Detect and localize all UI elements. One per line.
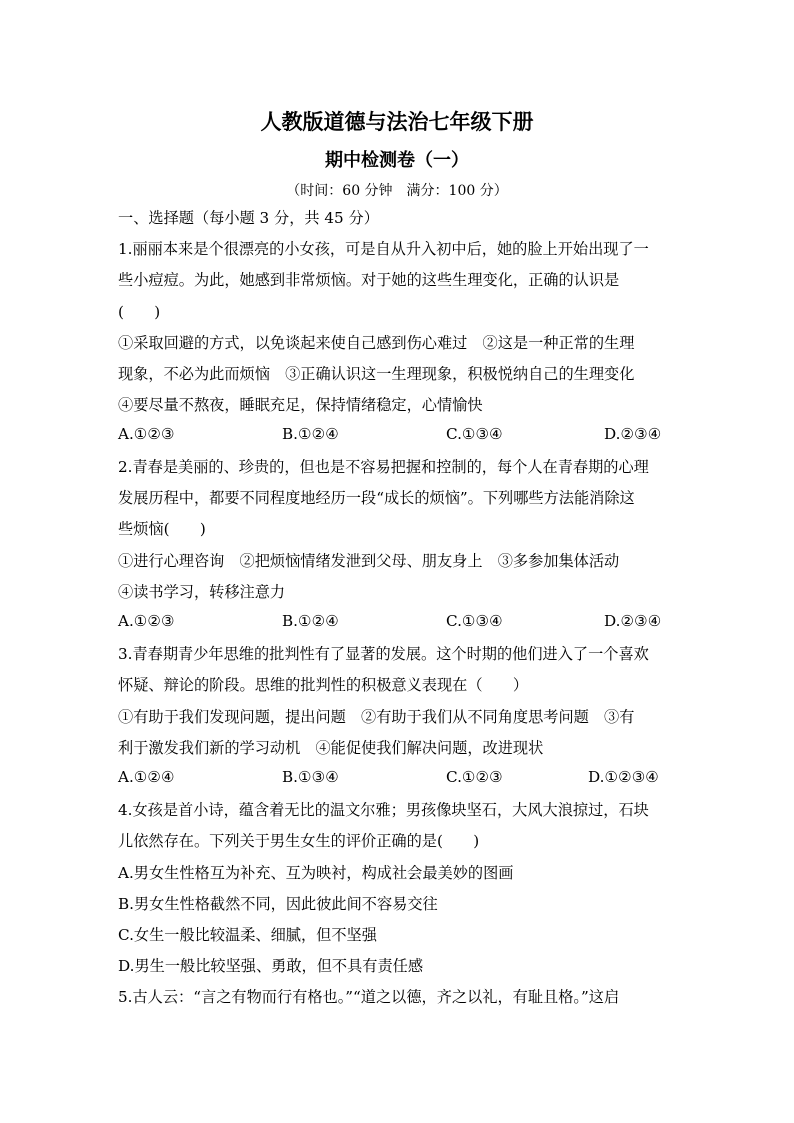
- option-a: A.①②④: [118, 768, 175, 786]
- question-line: 4.女孩是首小诗，蕴含着无比的温文尔雅；男孩像块坚石，大风大浪掠过，石块: [118, 801, 649, 819]
- option-d: D.②③④: [604, 425, 662, 443]
- question-line: 些烦恼( ): [118, 520, 206, 538]
- page-title: 人教版道德与法治七年级下册: [260, 109, 534, 134]
- question-line: 现象，不必为此而烦恼 ③正确认识这一生理现象，积极悦纳自己的生理变化: [118, 365, 635, 383]
- option-c: C.女生一般比较温柔、细腻，但不坚强: [118, 926, 377, 944]
- option-b: B.①②④: [282, 612, 339, 630]
- option-d: D.②③④: [604, 612, 662, 630]
- option-c: C.①②③: [446, 768, 503, 786]
- question-line: ④读书学习，转移注意力: [118, 583, 286, 601]
- question-line: ④要尽量不熬夜，睡眠充足，保持情绪稳定，心情愉快: [118, 396, 483, 414]
- option-c: C.①③④: [446, 612, 503, 630]
- question-line: ( ): [118, 303, 161, 321]
- exam-meta: （时间：60 分钟 满分：100 分）: [286, 183, 508, 199]
- option-b: B.①②④: [282, 425, 339, 443]
- question-line: 3.青春期青少年思维的批判性有了显著的发展。这个时期的他们进入了一个喜欢: [118, 645, 649, 663]
- option-a: A.①②③: [118, 425, 175, 443]
- option-d: D.①②③④: [588, 768, 659, 786]
- option-a: A.①②③: [118, 612, 175, 630]
- section-heading: 一、选择题（每小题 3 分，共 45 分）: [118, 209, 379, 227]
- page-subtitle: 期中检测卷（一）: [325, 150, 469, 171]
- question-line: ①采取回避的方式，以免谈起来使自己感到伤心难过 ②这是一种正常的生理: [118, 334, 635, 352]
- option-b: B.男女生性格截然不同，因此彼此间不容易交往: [118, 895, 438, 913]
- question-line: ①进行心理咨询 ②把烦恼情绪发泄到父母、朋友身上 ③多参加集体活动: [118, 552, 620, 570]
- question-line: 5.古人云：“言之有物而行有格也。”“道之以德，齐之以礼，有耻且格。”这启: [118, 988, 620, 1006]
- option-b: B.①③④: [282, 768, 339, 786]
- question-line: 利于激发我们新的学习动机 ④能促使我们解决问题，改进现状: [118, 739, 544, 757]
- question-line: 儿依然存在。下列关于男生女生的评价正确的是( ): [118, 832, 480, 850]
- option-d: D.男生一般比较坚强、勇敢，但不具有责任感: [118, 957, 424, 975]
- question-line: 发展历程中，都要不同程度地经历一段“成长的烦恼”。下列哪些方法能消除这: [118, 489, 635, 507]
- question-line: 怀疑、辩论的阶段。思维的批判性的积极意义表现在（ ）: [118, 676, 529, 694]
- question-line: 2.青春是美丽的、珍贵的，但也是不容易把握和控制的，每个人在青春期的心理: [118, 458, 649, 476]
- question-line: 1.丽丽本来是个很漂亮的小女孩，可是自从升入初中后，她的脸上开始出现了一: [118, 240, 649, 258]
- question-line: 些小痘痘。为此，她感到非常烦恼。对于她的这些生理变化，正确的认识是: [118, 271, 620, 289]
- question-line: ①有助于我们发现问题，提出问题 ②有助于我们从不同角度思考问题 ③有: [118, 708, 635, 726]
- option-c: C.①③④: [446, 425, 503, 443]
- option-a: A.男女生性格互为补充、互为映衬，构成社会最美妙的图画: [118, 864, 514, 882]
